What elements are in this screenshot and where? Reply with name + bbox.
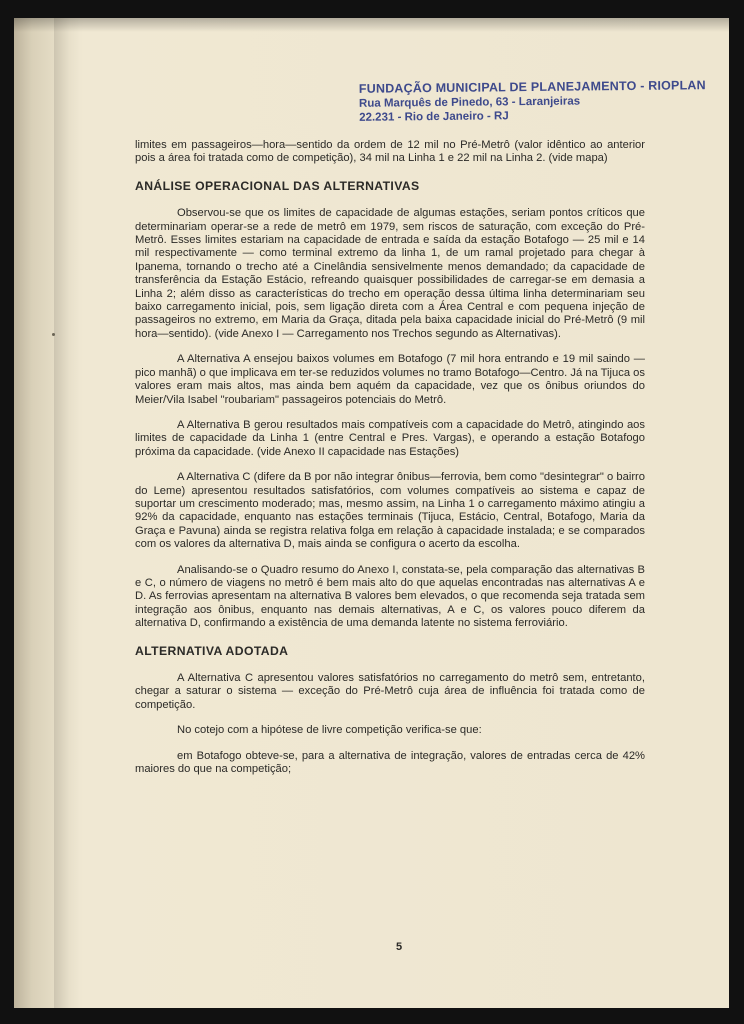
paragraph-alternativa-c-adotada: A Alternativa C apresentou valores satisfatórios no carregamento do metrô sem, entretanto, chegar a saturar o sistema — exceção do Pré-Metrô cuja área de influência foi tratada como de competição. [135,672,645,711]
page-body [135,139,645,776]
paragraph-observou: Observou-se que os limites de capacidade de algumas estações, seriam pontos críticos que determinariam operar-se a rede de metrô em 1979, sem riscos de saturação, com exceção do Pré-Metrô. Esses limites estariam na capacidade de entrada e saída da estação Botafogo — 25 mil e 14 mil respectivamente — como terminal extremo da linha 1, de um ramal projetado para chegar à Ipanema, tornando o trecho até a Cinelândia sensivelmente menos demandado; da capacidade de transferência da Estação Estácio, refreando quaisquer possibilidades de carregar-se em demasia a Linha 2; além disso as características do trecho em operação dessa última linha determinariam seu baixo carregamento inicial, pois, sem ligação direta com a Área Central e com pequena injeção de passageiros no extremo, em Maria da Graça, ditada pela baixa capacidade inicial do Pré-Metrô (9 mil hora—sentido). (vide Anexo I — Carregamento nos Trechos segundo as Alternativas). [135,207,645,340]
section-heading-adotada: ALTERNATIVA ADOTADA [135,643,289,658]
institution-stamp [359,78,706,124]
page-top-shadow [14,18,729,32]
document-page [14,18,729,1008]
list-item-botafogo: em Botafogo obteve-se, para a alternativa de integração, valores de entradas cerca de 42% maiores do que na competição; [135,749,645,776]
paragraph-alternativa-a: A Alternativa A ensejou baixos volumes em Botafogo (7 mil hora entrando e 19 mil saindo — pico manhã) o que implicava em ter-se reduzidos volumes no tramo Botafogo—Centro. Já na Tijuca os valores eram mais altos, mas ainda bem aquém da capacidade, vez que os ônibus oriundos do Meier/Vila Isabel "roubariam" passageiros potenciais do Metrô. [135,353,645,406]
stamp-line-2: Rua Marquês de Pinedo, 63 - Laranjeiras [358,95,581,110]
paragraph-cotejo: No cotejo com a hipótese de livre competição verifica-se que: [177,724,482,737]
stamp-line-1: FUNDAÇÃO MUNICIPAL DE PLANEJAMENTO - RIOPLAN [358,78,706,96]
paragraph-alternativa-b: A Alternativa B gerou resultados mais compatíveis com a capacidade do Metrô, atingindo aos limites de capacidade da Linha 1 (entre Central e Pres. Vargas), e operando a estação Botafogo próxima da capacidade. (vide Anexo II capacidade nas Estações) [135,418,645,458]
paragraph-analisando: Analisando-se o Quadro resumo do Anexo I, constata-se, pela comparação das alternativas B e C, o número de viagens no metrô é bem mais alto do que aquelas encontradas nas alternativas A e D. As ferrovias apresentam na alternativa B valores bem elevados, o que recomenda seja tratada sem integração aos ônibus, enquanto nas demais alternativas, A e C, os valores pouco diferem da alternativa D, confirmando a existência de uma demanda latente no sistema ferroviário. [135,563,645,630]
stamp-line-3: 22.231 - Rio de Janeiro - RJ [359,110,509,124]
paragraph-alternativa-c: A Alternativa C (difere da B por não integrar ônibus—ferrovia, bem como "desintegrar" o bairro do Leme) apresentou resultados satisfatórios, com volumes compatíveis ao sistema e capaz de suportar um crescimento moderado; mas, mesmo assim, na Linha 1 o carregamento máximo atingiu a 92% da capacidade, enquanto nas estações terminais (Tijuca, Estácio, Central, Botafogo, Maria da Graça e Pavuna) ainda se registra relativa folga em relação à capacidade instalada; e se comparados com os valores da alternativa D, mais ainda se configura o acerto da escolha. [135,471,645,551]
page-gutter [54,18,80,1008]
intro-paragraph: limites em passageiros—hora—sentido da ordem de 12 mil no Pré-Metrô (valor idêntico ao anterior pois a área foi tratada como de competição), 34 mil na Linha 1 e 22 mil na Linha 2. (vide mapa) [135,139,645,165]
page-number: 5 [396,941,403,953]
margin-mark [52,333,55,336]
section-heading-analise: ANÁLISE OPERACIONAL DAS ALTERNATIVAS [135,178,420,193]
